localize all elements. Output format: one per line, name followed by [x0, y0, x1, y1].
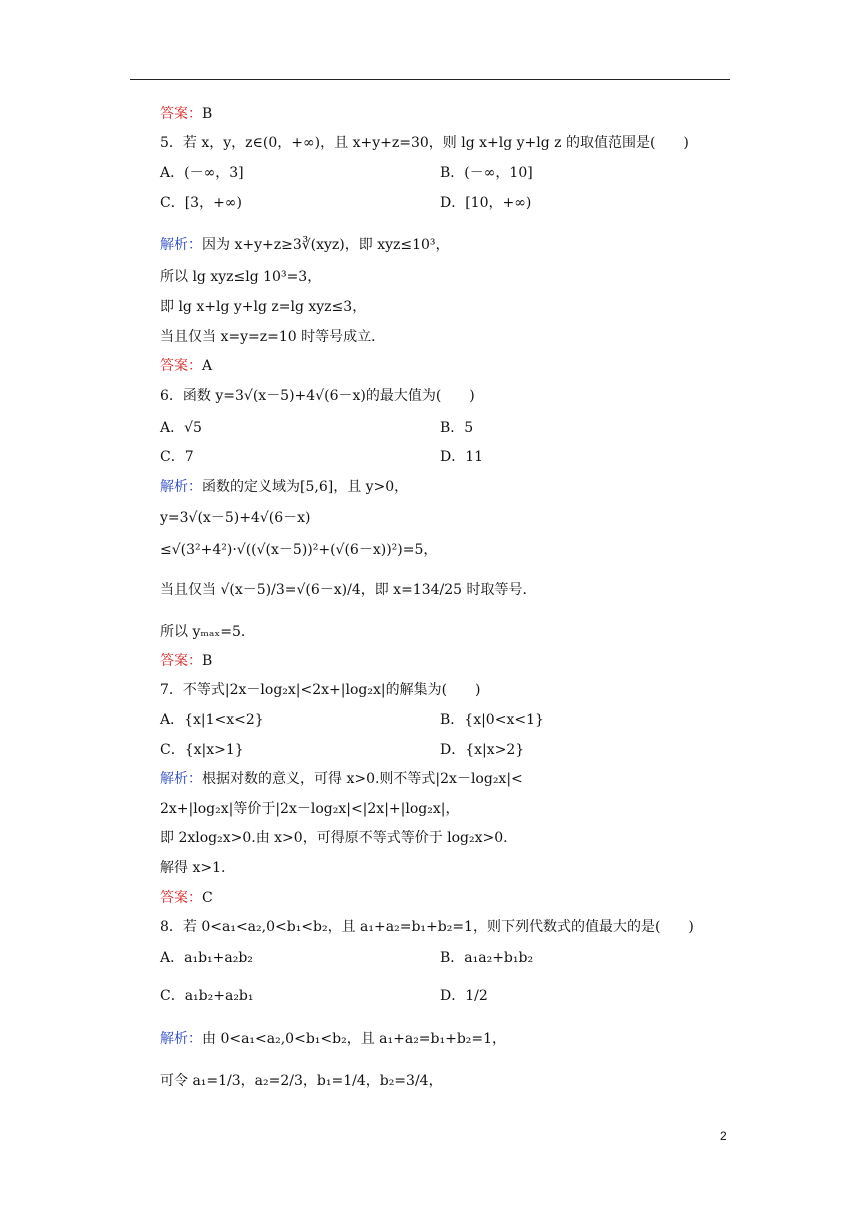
q5-option-c: C．[3，+∞) — [160, 195, 242, 211]
q7-option-b: B．{x|0<x<1} — [440, 712, 544, 728]
analysis-label: 解析： — [160, 1031, 202, 1047]
q7-analysis-line: 解析：根据对数的意义，可得 x>0.则不等式|2x－log₂x|< — [160, 771, 523, 787]
analysis-label: 解析： — [160, 237, 202, 253]
page-number: 2 — [720, 1129, 727, 1143]
answer-value: B — [202, 106, 213, 122]
q5-analysis-line: 即 lg x+lg y+lg z=lg xyz≤3， — [160, 299, 367, 315]
q5-option-d: D．[10，+∞) — [440, 195, 532, 211]
q6-option-b: B．5 — [440, 420, 474, 436]
analysis-label: 解析： — [160, 771, 202, 787]
q8-analysis-line: 可令 a₁=1/3，a₂=2/3，b₁=1/4，b₂=3/4， — [160, 1073, 443, 1089]
question-6-stem: 6．函数 y=3√(x－5)+4√(6－x)的最大值为( ) — [160, 388, 475, 404]
q5-option-a: A．(－∞，3] — [160, 165, 244, 181]
answer-line — [160, 652, 212, 670]
q8-option-b: B．a₁a₂+b₁b₂ — [440, 950, 534, 966]
q5-analysis-line: 解析：因为 x+y+z≥3∛(xyz)，即 xyz≤10³， — [160, 237, 450, 253]
answer-value: A — [202, 358, 213, 374]
answer-label: 答案： — [160, 890, 202, 906]
q8-option-a: A．a₁b₁+a₂b₂ — [160, 950, 253, 966]
q6-analysis-line: 解析：函数的定义域为[5,6]，且 y>0， — [160, 479, 409, 495]
answer-value: B — [202, 653, 213, 669]
header-rule — [130, 79, 730, 80]
q8-option-d: D．1/2 — [440, 988, 488, 1004]
question-5-stem: 5．若 x，y，z∈(0，+∞)，且 x+y+z=30，则 lg x+lg y+lg z 的取值范围是( ) — [160, 135, 689, 151]
analysis-label: 解析： — [160, 479, 202, 495]
answer-label: 答案： — [160, 653, 202, 669]
answer-value: C — [202, 890, 213, 906]
q6-option-c: C．7 — [160, 449, 194, 465]
q6-analysis-line: 当且仅当 √(x－5)/3=√(6－x)/4，即 x=134/25 时取等号． — [160, 582, 537, 598]
q5-option-b: B．(－∞，10] — [440, 165, 533, 181]
q8-analysis-line: 解析：由 0<a₁<a₂,0<b₁<b₂，且 a₁+a₂=b₁+b₂=1， — [160, 1031, 507, 1047]
q7-analysis-line: 即 2xlog₂x>0.由 x>0，可得原不等式等价于 log₂x>0. — [160, 830, 508, 846]
question-7-stem: 7．不等式|2x－log₂x|<2x+|log₂x|的解集为( ) — [160, 682, 481, 698]
q6-option-a: A．√5 — [160, 420, 202, 436]
q6-analysis-line: y=3√(x－5)+4√(6－x) — [160, 510, 311, 526]
answer-line — [160, 357, 212, 375]
q8-option-c: C．a₁b₂+a₂b₁ — [160, 988, 254, 1004]
answer-line — [160, 105, 212, 123]
q5-analysis-line: 所以 lg xyz≤lg 10³=3， — [160, 269, 322, 285]
q7-analysis-line: 解得 x>1. — [160, 860, 226, 876]
q7-analysis-line: 2x+|log₂x|等价于|2x－log₂x|<|2x|+|log₂x|， — [160, 801, 460, 817]
q7-option-d: D．{x|x>2} — [440, 742, 525, 758]
q7-option-a: A．{x|1<x<2} — [160, 712, 264, 728]
answer-label: 答案： — [160, 358, 202, 374]
q6-analysis-line: 所以 yₘₐₓ=5． — [160, 624, 255, 640]
q7-option-c: C．{x|x>1} — [160, 742, 244, 758]
answer-line — [160, 889, 213, 907]
q6-option-d: D．11 — [440, 449, 484, 465]
q5-analysis-line: 当且仅当 x=y=z=10 时等号成立． — [160, 329, 386, 345]
question-8-stem: 8．若 0<a₁<a₂,0<b₁<b₂，且 a₁+a₂=b₁+b₂=1，则下列代数式的值最大的是( ) — [160, 919, 694, 935]
q6-analysis-line: ≤√(3²+4²)·√((√(x－5))²+(√(6－x))²)=5， — [160, 542, 438, 558]
answer-label: 答案： — [160, 106, 202, 122]
